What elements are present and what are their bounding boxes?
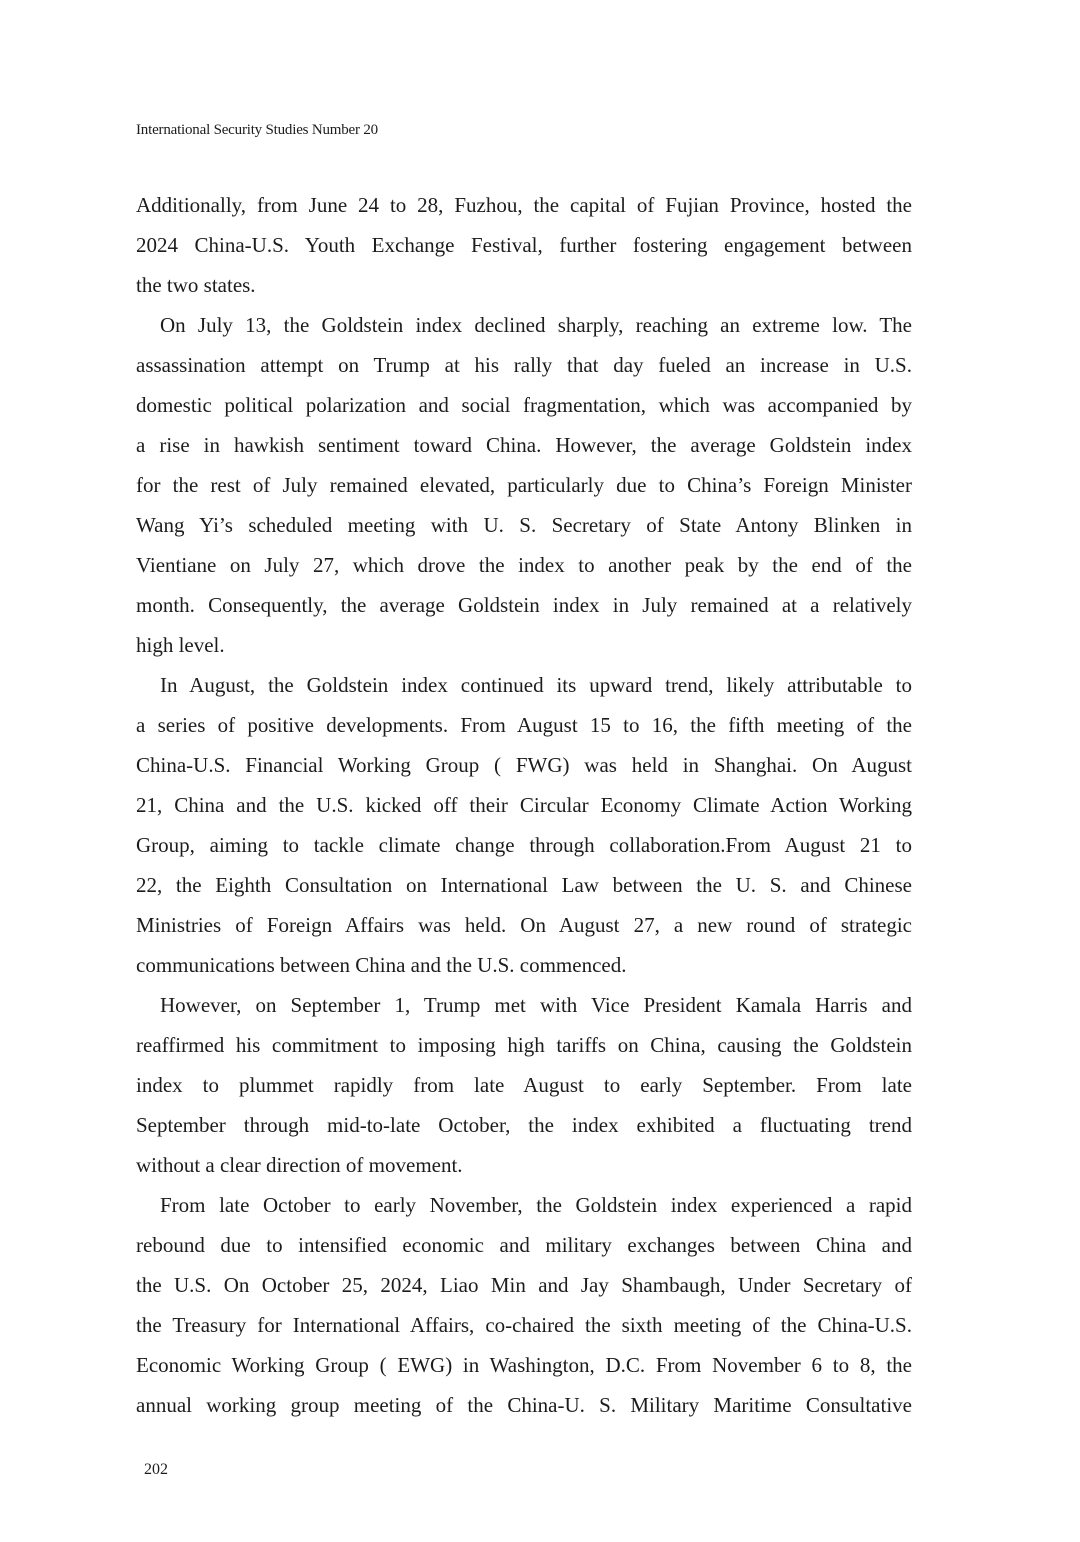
text-line: Ministries of Foreign Affairs was held. On August 27, a new round of strategic bbox=[136, 913, 912, 937]
text-line: In August, the Goldstein index continued its upward trend, likely attributable to bbox=[160, 673, 912, 697]
text-line: for the rest of July remained elevated, particularly due to China’s Foreign Minister bbox=[136, 473, 912, 497]
text-line: China-U.S. Financial Working Group ( FWG) was held in Shanghai. On August bbox=[136, 753, 912, 777]
text-line: reaffirmed his commitment to imposing high tariffs on China, causing the Goldstein bbox=[136, 1033, 912, 1057]
article-body bbox=[136, 185, 912, 1425]
paragraph bbox=[136, 985, 912, 1185]
text-line: communications between China and the U.S. commenced. bbox=[136, 953, 627, 977]
page-number: 202 bbox=[144, 1461, 168, 1478]
text-line: index to plummet rapidly from late August to early September. From late bbox=[136, 1073, 912, 1097]
text-line: From late October to early November, the Goldstein index experienced a rapid bbox=[160, 1193, 912, 1217]
paragraph bbox=[136, 1185, 912, 1425]
text-line: Wang Yi’s scheduled meeting with U. S. Secretary of State Antony Blinken in bbox=[136, 513, 912, 537]
text-line: Economic Working Group ( EWG) in Washington, D.C. From November 6 to 8, the bbox=[136, 1353, 912, 1377]
text-line: Vientiane on July 27, which drove the index to another peak by the end of the bbox=[136, 553, 912, 577]
text-line: domestic political polarization and social fragmentation, which was accompanied by bbox=[136, 393, 912, 417]
text-line: a series of positive developments. From August 15 to 16, the fifth meeting of the bbox=[136, 713, 912, 737]
running-header: International Security Studies Number 20 bbox=[136, 122, 378, 138]
text-line: month. Consequently, the average Goldstein index in July remained at a relatively bbox=[136, 593, 912, 617]
paragraph bbox=[136, 185, 912, 305]
text-line: Additionally, from June 24 to 28, Fuzhou, the capital of Fujian Province, hosted the bbox=[136, 193, 912, 217]
text-line: Group, aiming to tackle climate change through collaboration.From August 21 to bbox=[136, 833, 912, 857]
text-line: assassination attempt on Trump at his rally that day fueled an increase in U.S. bbox=[136, 353, 912, 377]
text-line: without a clear direction of movement. bbox=[136, 1153, 463, 1177]
paragraph bbox=[136, 305, 912, 665]
text-line: 2024 China-U.S. Youth Exchange Festival, further fostering engagement between bbox=[136, 233, 912, 257]
text-line: annual working group meeting of the China-U. S. Military Maritime Consultative bbox=[136, 1393, 912, 1417]
text-line: the U.S. On October 25, 2024, Liao Min and Jay Shambaugh, Under Secretary of bbox=[136, 1273, 912, 1297]
text-line: the Treasury for International Affairs, co-chaired the sixth meeting of the China-U.S. bbox=[136, 1313, 912, 1337]
text-line: However, on September 1, Trump met with Vice President Kamala Harris and bbox=[160, 993, 912, 1017]
text-line: September through mid-to-late October, the index exhibited a fluctuating trend bbox=[136, 1113, 912, 1137]
paragraph bbox=[136, 665, 912, 985]
text-line: On July 13, the Goldstein index declined sharply, reaching an extreme low. The bbox=[160, 313, 912, 337]
text-line: 22, the Eighth Consultation on International Law between the U. S. and Chinese bbox=[136, 873, 912, 897]
text-line: high level. bbox=[136, 633, 225, 657]
text-line: rebound due to intensified economic and military exchanges between China and bbox=[136, 1233, 912, 1257]
text-line: the two states. bbox=[136, 273, 256, 297]
text-line: a rise in hawkish sentiment toward China. However, the average Goldstein index bbox=[136, 433, 912, 457]
text-line: 21, China and the U.S. kicked off their Circular Economy Climate Action Working bbox=[136, 793, 912, 817]
